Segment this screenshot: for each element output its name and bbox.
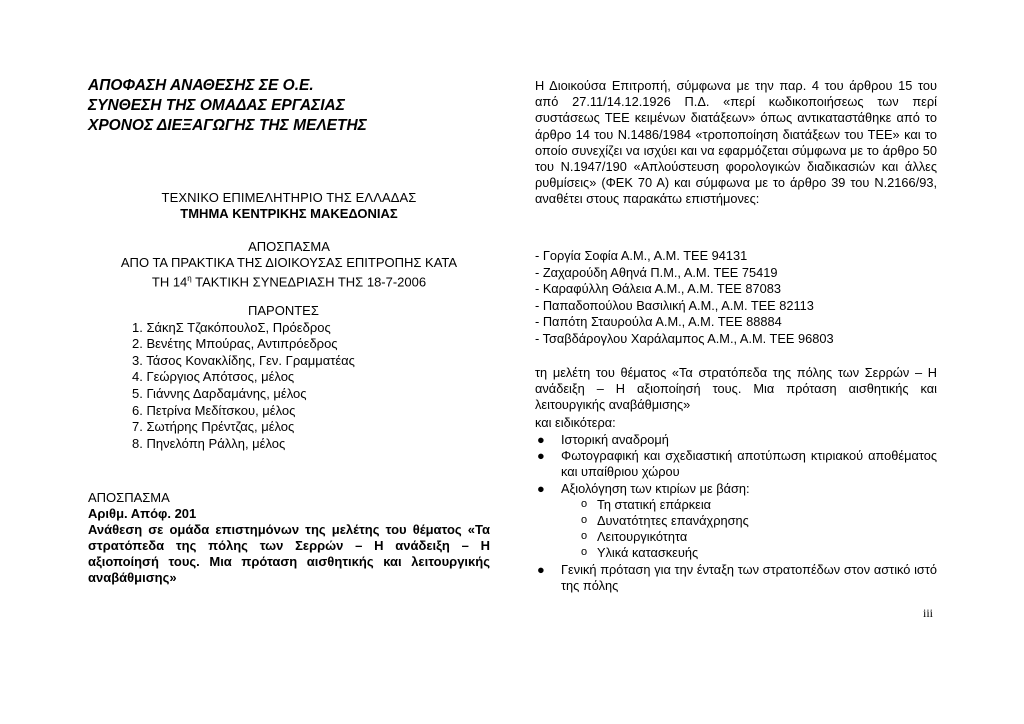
- hollow-bullet-icon: o: [581, 530, 588, 543]
- extract-line-2-sup: η: [187, 274, 192, 283]
- present-item: 3. Τάσος Κονακλίδης, Γεν. Γραμματέας: [132, 352, 355, 368]
- committee-intro-paragraph: Η Διοικούσα Επιτροπή, σύμφωνα με την παρ. 4 του άρθρου 15 του από 27.11/14.12.1926 Π.Δ. «περί κωδικοποιήσεως των περί συστάσεως ΤΕΕ κειμένων διατάξεων» όπως αντικαταστάθηκε από το άρθρο 14 του Ν.1486/1984 «τροποποίηση διατάξεων του ΤΕΕ» και το οποίο συνεχίζει να ισχύει και να εφαρμόζεται σύμφωνα με το άρθρο 50 του Ν.1947/190 «Απλούστευση φορολογικών διαδικασιών και άλλες ρυθμίσεις» (ΦΕΚ 70 Α) και σύμφωνα με το άρθρο 39 του Ν.2166/93, αναθέτει στους παρακάτω επιστήμονες:: [535, 78, 937, 207]
- bullet-icon: ●: [537, 448, 545, 464]
- bullet-icon: ●: [537, 432, 545, 447]
- present-item: 6. Πετρίνα Μεδίτσκου, μέλος: [132, 402, 296, 418]
- sub-item-text: Υλικά κατασκευής: [597, 545, 699, 561]
- sub-item: [581, 513, 937, 529]
- extract-line-2: [88, 271, 490, 290]
- bullet-item: [535, 481, 937, 497]
- decision-block: [88, 490, 490, 586]
- especially-label: και ειδικότερα:: [535, 415, 616, 430]
- sub-item-text: Δυνατότητες επανάχρησης: [597, 513, 749, 529]
- list-item: - Καραφύλλη Θάλεια Α.Μ., Α.Μ. ΤΕΕ 87083: [535, 281, 781, 297]
- organization-department: ΤΜΗΜΑ ΚΕΝΤΡΙΚΗΣ ΜΑΚΕΔΟΝΙΑΣ: [180, 206, 398, 221]
- present-item: 1. ΣάκηΣ ΤζακόπουλοΣ, Πρόεδρος: [132, 319, 331, 335]
- present-item: 7. Σωτήρης Πρέντζας, μέλος: [132, 419, 295, 435]
- extract-line-2-post: ΤΑΚΤΙΚΗ ΣΥΝΕΔΡΙΑΣΗ ΤΗΣ 18-7-2006: [191, 274, 427, 290]
- list-item: - Παπότη Σταυρούλα Α.Μ., Α.Μ. ΤΕΕ 88884: [535, 314, 782, 330]
- bullet-item: [535, 448, 937, 480]
- sub-item: [581, 545, 937, 561]
- present-item: 8. Πηνελόπη Ράλλη, μέλος: [132, 435, 286, 451]
- extract-line-2-pre: ΤΗ 14: [151, 274, 188, 290]
- decision-extract-label: ΑΠΟΣΠΑΣΜΑ: [88, 490, 170, 505]
- sub-item-text: Τη στατική επάρκεια: [597, 496, 712, 512]
- extract-title: ΑΠΟΣΠΑΣΜΑ: [248, 239, 330, 254]
- extract-line-1: ΑΠΟ ΤΑ ΠΡΑΚΤΙΚΑ ΤΗΣ ΔΙΟΙΚΟΥΣΑΣ ΕΠΙΤΡΟΠΗΣ ΚΑΤΑ: [120, 255, 458, 270]
- bullet-icon: ●: [537, 561, 545, 577]
- criteria-sublist: [535, 497, 937, 562]
- page-number: iii: [923, 606, 934, 620]
- heading-line-2: ΣΥΝΘΕΣΗ ΤΗΣ ΟΜΑΔΑΣ ΕΡΓΑΣΙΑΣ: [88, 97, 345, 114]
- bullet-text: Φωτογραφική και σχεδιαστική αποτύπωση κτιριακού αποθέματος και υπαίθριου χώρου: [561, 448, 937, 480]
- bullet-item: [535, 562, 937, 594]
- bullet-icon: ●: [537, 480, 545, 496]
- present-list: [132, 320, 452, 453]
- organization-block: [88, 190, 490, 222]
- heading-line-1: ΑΠΟΦΑΣΗ ΑΝΑΘΕΣΗΣ ΣΕ Ο.Ε.: [88, 77, 314, 94]
- list-item: - Γοργία Σοφία Α.Μ., Α.Μ. ΤΕΕ 94131: [535, 248, 748, 263]
- sub-item-text: Λειτουργικότητα: [597, 529, 688, 545]
- hollow-bullet-icon: o: [581, 546, 588, 559]
- present-title: ΠΑΡΟΝΤΕΣ: [248, 303, 319, 318]
- sub-item: [581, 529, 937, 545]
- bullet-text: Αξιολόγηση των κτιρίων με βάση:: [561, 480, 750, 496]
- present-item: 5. Γιάννης Δαρδαμάνης, μέλος: [132, 385, 307, 401]
- present-item: 2. Βενέτης Μπούρας, Αντιπρόεδρος: [132, 336, 338, 352]
- list-item: - Τσαβδάρογλου Χαράλαμπος Α.Μ., Α.Μ. ΤΕΕ 96803: [535, 330, 834, 346]
- document-heading: [88, 76, 508, 136]
- present-item: 4. Γεώργιος Απότσος, μέλος: [132, 369, 295, 385]
- list-item: - Παπαδοπούλου Βασιλική Α.Μ., Α.Μ. ΤΕΕ 82113: [535, 297, 814, 313]
- sub-item: [581, 497, 937, 513]
- hollow-bullet-icon: o: [581, 497, 588, 510]
- organization-name: ΤΕΧΝΙΚΟ ΕΠΙΜΕΛΗΤΗΡΙΟ ΤΗΣ ΕΛΛΑΔΑΣ: [161, 190, 417, 205]
- bullet-text: Ιστορική αναδρομή: [561, 432, 669, 447]
- minutes-extract-header: [88, 239, 490, 290]
- hollow-bullet-icon: o: [581, 514, 588, 527]
- scientists-list: [535, 248, 937, 348]
- heading-line-3: ΧΡΟΝΟΣ ΔΙΕΞΑΓΩΓΗΣ ΤΗΣ ΜΕΛΕΤΗΣ: [88, 117, 367, 134]
- bullet-item: [535, 432, 937, 448]
- present-members-block: [132, 303, 452, 452]
- decision-number: Αριθμ. Απόφ. 201: [88, 506, 197, 521]
- decision-text: Ανάθεση σε ομάδα επιστημόνων της μελέτης του θέματος «Τα στρατόπεδα της πόλης των Σερρών – Η ανάδειξη – Η αξιοποίησή τους. Μια πρόταση αισθητικής και λειτουργικής αναβάθμισης»: [88, 522, 490, 585]
- scope-bullet-list: [535, 432, 937, 594]
- list-item: - Ζαχαρούδη Αθηνά Π.Μ., Α.Μ. ΤΕΕ 75419: [535, 264, 778, 280]
- bullet-text: Γενική πρόταση για την ένταξη των στρατοπέδων στον αστικό ιστό της πόλης: [561, 561, 937, 593]
- study-subject-paragraph: τη μελέτη του θέματος «Τα στρατόπεδα της πόλης των Σερρών – Η ανάδειξη – Η αξιοποίησή τους. Μια πρόταση αισθητικής και λειτουργικής αναβάθμισης»: [535, 365, 937, 413]
